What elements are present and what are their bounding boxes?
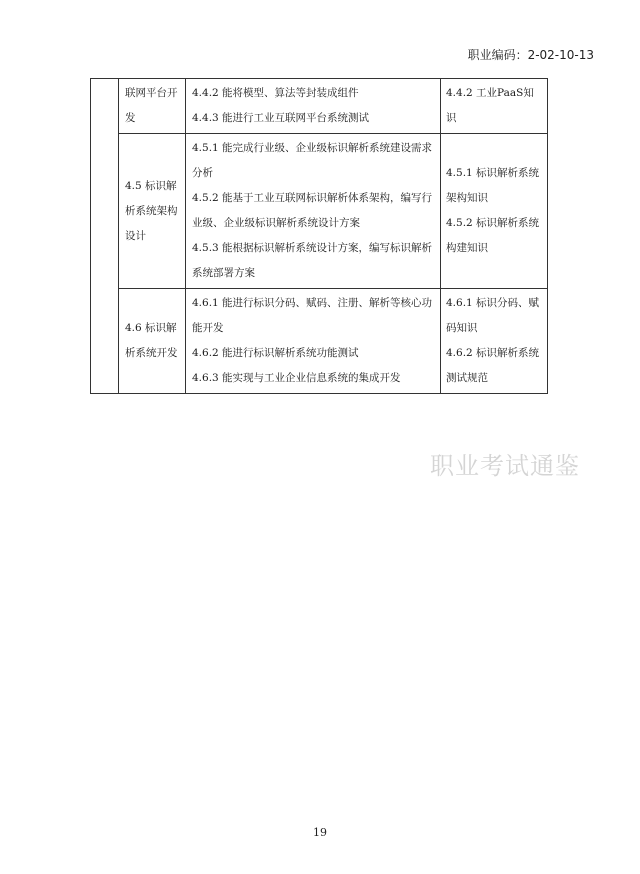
work-unit-cell: 4.6 标识解析系统开发 bbox=[119, 289, 186, 394]
watermark: 职业考试通鉴 bbox=[430, 452, 580, 480]
skill-item: 4.6.1 能进行标识分码、赋码、注册、解析等核心功能开发 bbox=[192, 297, 433, 334]
skill-item: 4.6.3 能实现与工业企业信息系统的集成开发 bbox=[192, 372, 401, 384]
table-row bbox=[91, 134, 548, 289]
skill-item: 4.5.3 能根据标识解析系统设计方案，编写标识解析系统部署方案 bbox=[192, 242, 433, 279]
knowledge-item: 4.6.2 标识解析系统测试规范 bbox=[446, 347, 540, 384]
table-row bbox=[91, 79, 548, 134]
skill-item: 4.6.2 能进行标识解析系统功能测试 bbox=[192, 347, 359, 359]
level-column-cell bbox=[91, 79, 119, 394]
skill-standard-table bbox=[90, 78, 548, 394]
skill-requirements-cell bbox=[186, 79, 441, 134]
skill-item: 4.5.2 能基于工业互联网标识解析体系架构，编写行业级、企业级标识解析系统设计方案 bbox=[192, 192, 433, 229]
skill-item: 4.4.3 能进行工业互联网平台系统测试 bbox=[192, 112, 370, 124]
occupation-code: 职业编码：2-02-10-13 bbox=[467, 48, 594, 62]
knowledge-item: 4.5.1 标识解析系统架构知识 bbox=[446, 167, 540, 204]
knowledge-cell bbox=[441, 289, 548, 394]
knowledge-item: 4.5.2 标识解析系统构建知识 bbox=[446, 217, 540, 254]
skill-requirements-cell bbox=[186, 134, 441, 289]
page-number: 19 bbox=[313, 826, 327, 839]
skill-item: 4.5.1 能完成行业级、企业级标识解析系统建设需求分析 bbox=[192, 142, 433, 179]
work-unit-cell: 4.5 标识解析系统架构设计 bbox=[119, 134, 186, 289]
knowledge-cell bbox=[441, 79, 548, 134]
knowledge-item: 4.6.1 标识分码、赋码知识 bbox=[446, 297, 540, 334]
table-row bbox=[91, 289, 548, 394]
work-unit-cell: 联网平台开发 bbox=[119, 79, 186, 134]
knowledge-cell bbox=[441, 134, 548, 289]
skill-requirements-cell bbox=[186, 289, 441, 394]
skill-item: 4.4.2 能将模型、算法等封装成组件 bbox=[192, 87, 359, 99]
knowledge-item: 4.4.2 工业PaaS知识 bbox=[446, 87, 534, 124]
